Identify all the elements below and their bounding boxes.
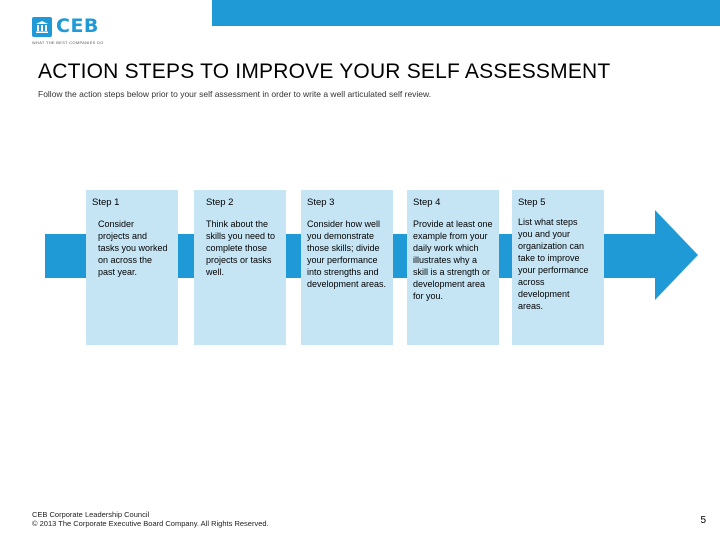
step-card-3 xyxy=(301,190,393,345)
step-text: Think about the skills you need to complete those projects or tasks well. xyxy=(206,219,276,277)
step-label: Step 4 xyxy=(413,197,441,208)
step-text: List what steps you and your organization can take to improve your performance across development areas. xyxy=(518,217,589,311)
page-number: 5 xyxy=(700,515,706,526)
step-card-2 xyxy=(194,190,286,345)
step-label: Step 2 xyxy=(206,197,234,208)
step-card-5 xyxy=(512,190,604,345)
step-card-1 xyxy=(86,190,178,345)
step-text: Provide at least one example from your daily work which illustrates why a skill is a strength or development area for you. xyxy=(413,219,493,301)
page-title: ACTION STEPS TO IMPROVE YOUR SELF ASSESSMENT xyxy=(38,60,611,83)
logo-text: CEB xyxy=(56,15,99,37)
page-subtitle: Follow the action steps below prior to your self assessment in order to write a well articulated self review. xyxy=(38,89,432,99)
step-label: Step 1 xyxy=(92,197,120,208)
logo-tagline: WHAT THE BEST COMPANIES DO xyxy=(32,40,104,45)
footer xyxy=(32,510,269,528)
step-label: Step 3 xyxy=(307,197,335,208)
step-card-4 xyxy=(407,190,499,345)
footer-copyright: © 2013 The Corporate Executive Board Company. All Rights Reserved. xyxy=(32,519,269,528)
footer-org: CEB Corporate Leadership Council xyxy=(32,510,150,519)
step-text: Consider how well you demonstrate those skills; divide your performance into strengths and development areas. xyxy=(307,219,387,289)
step-text: Consider projects and tasks you worked on across the past year. xyxy=(98,219,168,277)
step-label: Step 5 xyxy=(518,197,546,208)
